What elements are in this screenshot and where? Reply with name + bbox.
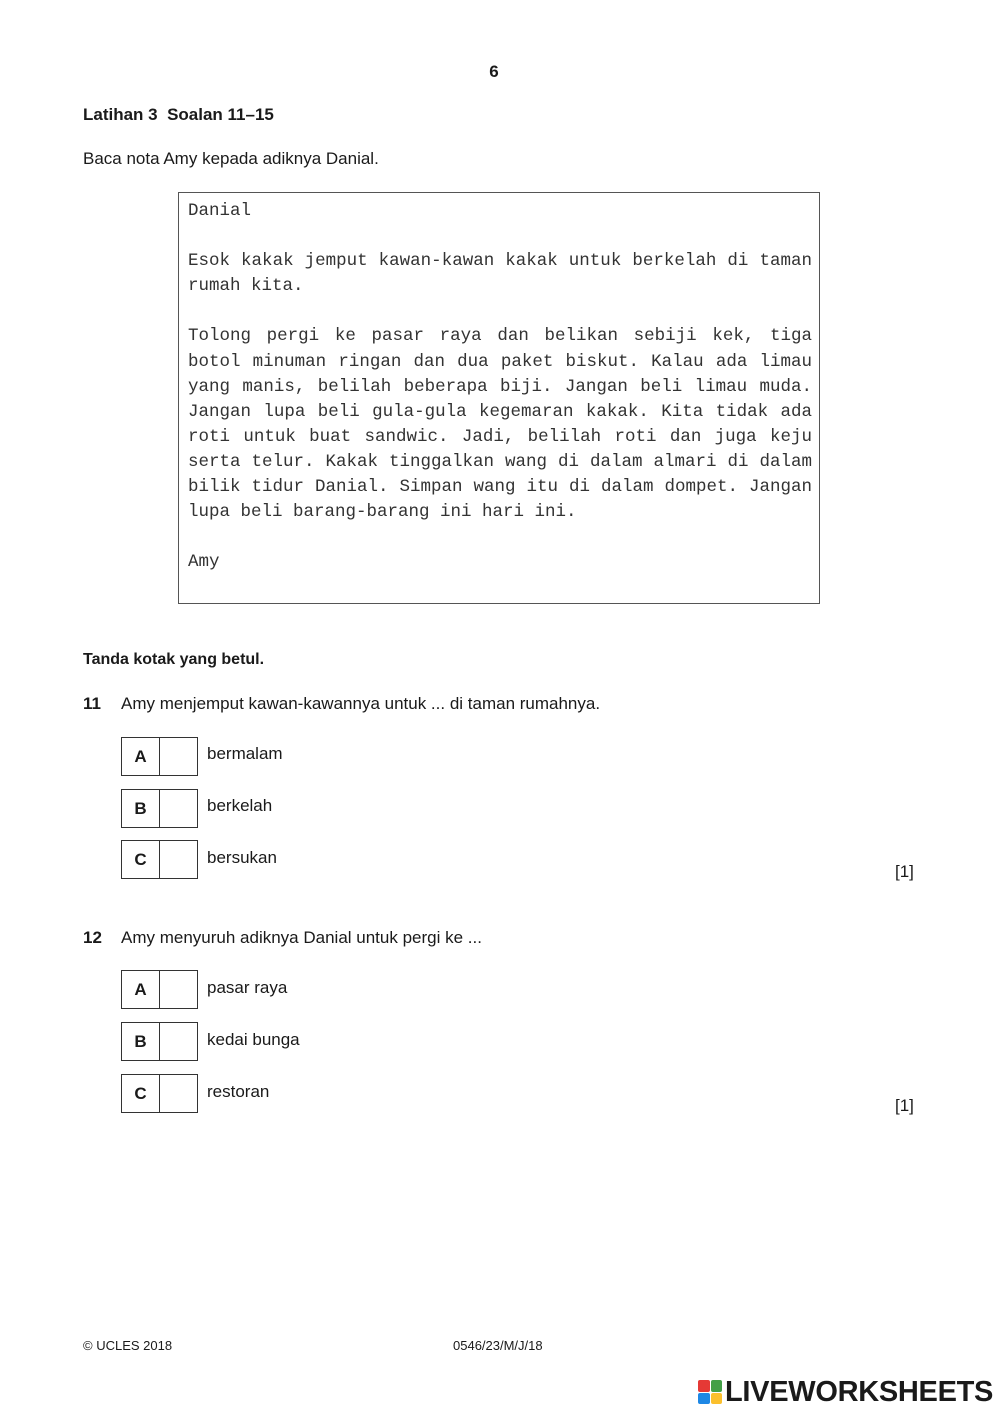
liveworksheets-brand[interactable] (698, 1377, 993, 1407)
note-salutation: Danial (188, 201, 252, 221)
question-11-option-b-box (121, 789, 198, 828)
question-12-option-b-checkbox[interactable] (160, 1023, 197, 1060)
question-11-option-b-text: berkelah (207, 796, 273, 815)
option-letter: A (122, 738, 160, 775)
question-11-option-a-text: bermalam (207, 744, 283, 763)
question-11-text: Amy menjemput kawan-kawannya untuk ... di taman rumahnya. (121, 694, 601, 713)
option-letter: B (122, 1023, 160, 1060)
question-11-option-a-box (121, 737, 198, 776)
question-12-option-c-box (121, 1074, 198, 1113)
note-paragraph-1: Esok kakak jemput kawan-kawan kakak untuk berkelah di taman rumah kita. (188, 251, 812, 297)
question-11-number: 11 (83, 694, 101, 713)
liveworksheets-logo-icon (698, 1380, 722, 1404)
question-11-mark: [1] (895, 862, 914, 881)
question-12-option-b-text: kedai bunga (207, 1030, 300, 1049)
note-box (178, 192, 820, 604)
section-title: Latihan 3 Soalan 11–15 (83, 105, 274, 124)
footer-copyright: © UCLES 2018 (83, 1338, 173, 1353)
question-11-option-c-box (121, 840, 198, 879)
page-number: 6 (489, 62, 499, 81)
question-11-option-c-text: bersukan (207, 848, 277, 867)
footer-code: 0546/23/M/J/18 (453, 1338, 543, 1353)
note-signature: Amy (188, 552, 220, 573)
question-12-option-a-text: pasar raya (207, 978, 288, 997)
question-11-option-b-checkbox[interactable] (160, 790, 197, 827)
note-text (188, 199, 812, 575)
question-12-option-a-checkbox[interactable] (160, 971, 197, 1008)
question-11-option-c-checkbox[interactable] (160, 841, 197, 878)
brand-name: LIVEWORKSHEETS (725, 1375, 994, 1408)
question-12-mark: [1] (895, 1096, 914, 1115)
section-intro: Baca nota Amy kepada adiknya Danial. (83, 149, 379, 168)
question-12-text: Amy menyuruh adiknya Danial untuk pergi ke ... (121, 928, 482, 947)
question-12-option-c-text: restoran (207, 1082, 270, 1101)
option-letter: C (122, 1075, 160, 1112)
instruction: Tanda kotak yang betul. (83, 651, 265, 668)
note-paragraph-2: Tolong pergi ke pasar raya dan belikan sebiji kek, tiga botol minuman ringan dan dua paket biskut. Kalau ada limau yang manis, belilah beberapa biji. Jangan beli limau muda. Jangan lupa beli gula-gula kegemaran kakak. Kita tidak ada roti untuk buat sandwic. Jadi, belilah roti dan juga keju serta telur. Kakak tinggalkan wang di dalam almari di dalam bilik tidur Danial. Simpan wang itu di dalam dompet. Jangan lupa beli barang-barang ini hari ini. (188, 326, 812, 523)
option-letter: C (122, 841, 160, 878)
option-letter: A (122, 971, 160, 1008)
question-11-option-a-checkbox[interactable] (160, 738, 197, 775)
option-letter: B (122, 790, 160, 827)
question-12-option-a-box (121, 970, 198, 1009)
question-12-number: 12 (83, 928, 102, 947)
question-12-option-c-checkbox[interactable] (160, 1075, 197, 1112)
question-12-option-b-box (121, 1022, 198, 1061)
